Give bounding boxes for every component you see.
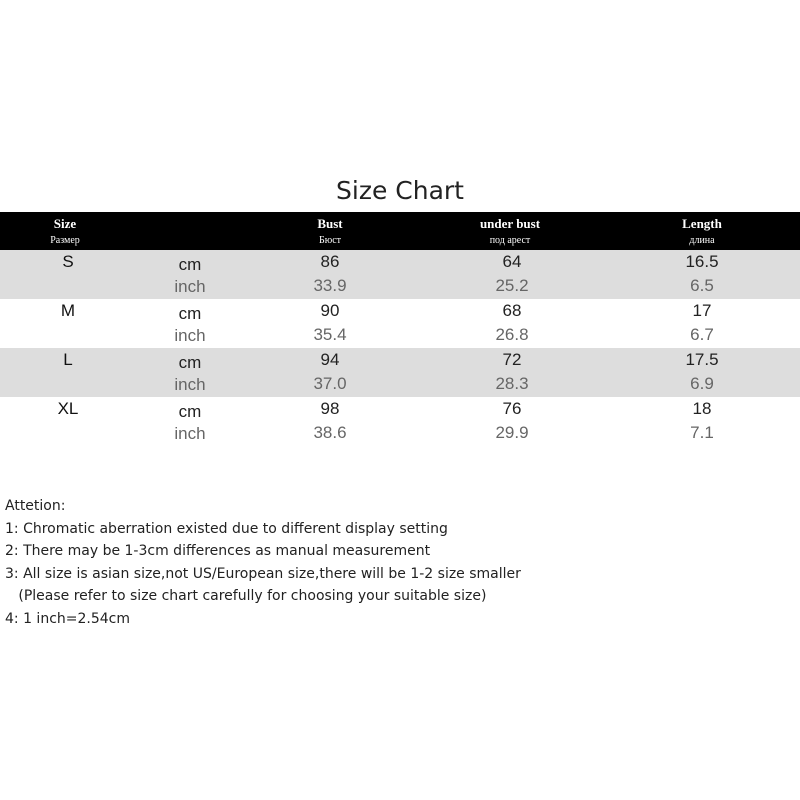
under-bust-inch: 28.3: [495, 374, 529, 393]
unit-inch: inch: [174, 277, 206, 296]
header-bust: [280, 212, 380, 248]
under-bust-cm: 76: [502, 399, 522, 418]
note-item: 2: There may be 1-3cm differences as manual measurement: [5, 543, 431, 560]
cm-line: [0, 348, 800, 372]
table-header: [0, 212, 800, 250]
header-bust-en: Bust: [317, 216, 343, 231]
header-under-bust: [450, 212, 570, 248]
size-label: M: [60, 301, 76, 320]
size-label: L: [63, 350, 73, 369]
under-bust-cm: 68: [502, 301, 522, 320]
unit-inch: inch: [174, 424, 206, 443]
cm-line: [0, 397, 800, 421]
table-row-xl: [0, 397, 800, 446]
length-inch: 6.5: [690, 276, 714, 295]
bust-inch: 38.6: [313, 423, 347, 442]
table-row-m: [0, 299, 800, 348]
header-length-ru: длина: [689, 235, 715, 246]
attention-notes: [5, 495, 795, 631]
under-bust-inch: 29.9: [495, 423, 529, 442]
unit-cm: cm: [178, 255, 202, 274]
bust-cm: 86: [320, 252, 340, 271]
unit-cm: cm: [178, 353, 202, 372]
length-inch: 6.9: [690, 374, 714, 393]
bust-cm: 94: [320, 350, 340, 369]
length-cm: 18: [692, 399, 712, 418]
length-inch: 6.7: [690, 325, 714, 344]
note-item: (Please refer to size chart carefully for choosing your suitable size): [5, 588, 487, 605]
unit-inch: inch: [174, 375, 206, 394]
header-under-bust-ru: под арест: [489, 235, 531, 246]
notes-heading: Attetion:: [5, 498, 66, 514]
unit-inch: inch: [174, 326, 206, 345]
page-title: Size Chart: [336, 176, 464, 205]
header-length-en: Length: [682, 216, 722, 231]
note-item: 1: Chromatic aberration existed due to different display setting: [5, 520, 448, 537]
header-length: [652, 212, 752, 248]
inch-line: [0, 274, 800, 298]
unit-cm: cm: [178, 304, 202, 323]
header-size-ru: Размер: [50, 235, 80, 246]
unit-cm: cm: [178, 402, 202, 421]
bust-inch: 33.9: [313, 276, 347, 295]
size-label: XL: [57, 399, 79, 418]
under-bust-inch: 26.8: [495, 325, 529, 344]
cm-line: [0, 250, 800, 274]
under-bust-inch: 25.2: [495, 276, 529, 295]
length-cm: 16.5: [685, 252, 719, 271]
bust-cm: 90: [320, 301, 340, 320]
table-row-l: [0, 348, 800, 397]
length-cm: 17.5: [685, 350, 719, 369]
note-item: 3: All size is asian size,not US/European size,there will be 1-2 size smaller: [5, 565, 521, 582]
length-cm: 17: [692, 301, 712, 320]
header-size: [30, 212, 100, 248]
cm-line: [0, 299, 800, 323]
bust-inch: 35.4: [313, 325, 347, 344]
size-label: S: [62, 252, 74, 271]
table-row-s: [0, 250, 800, 299]
length-inch: 7.1: [690, 423, 714, 442]
inch-line: [0, 421, 800, 445]
header-bust-ru: Бюст: [318, 235, 342, 246]
under-bust-cm: 64: [502, 252, 522, 271]
bust-inch: 37.0: [313, 374, 347, 393]
inch-line: [0, 323, 800, 347]
inch-line: [0, 372, 800, 396]
under-bust-cm: 72: [502, 350, 522, 369]
bust-cm: 98: [320, 399, 340, 418]
header-under-bust-en: under bust: [479, 216, 541, 231]
header-size-en: Size: [53, 216, 77, 231]
note-item: 4: 1 inch=2.54cm: [5, 610, 131, 627]
